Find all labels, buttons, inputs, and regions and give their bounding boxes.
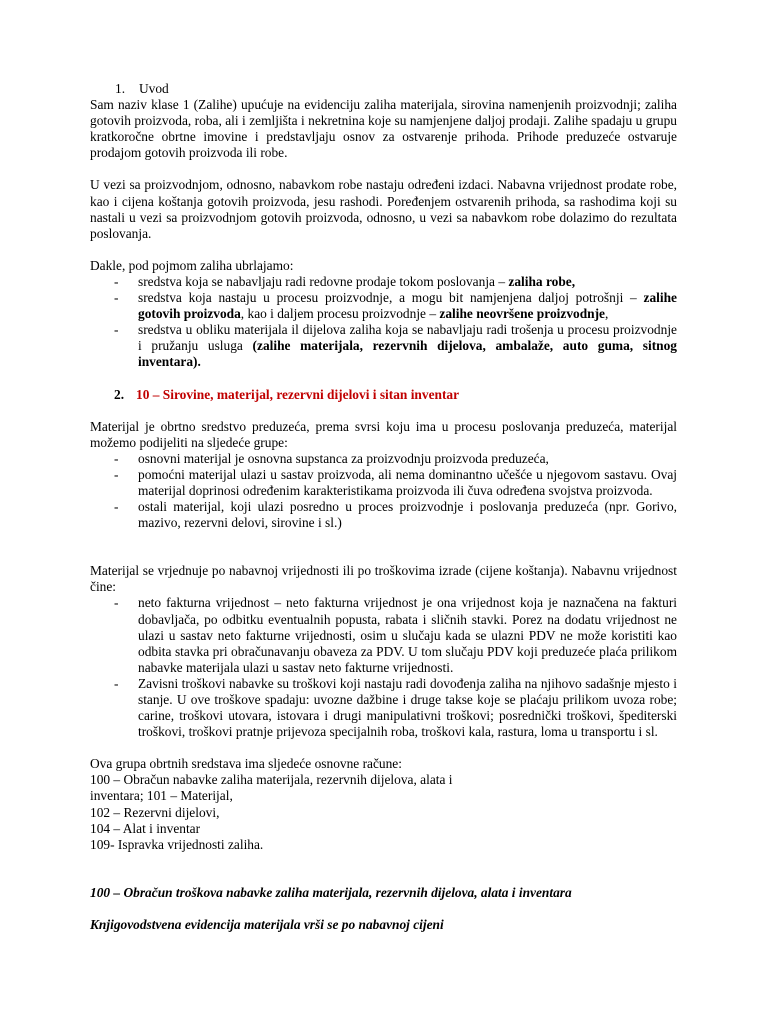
- account-line: 109- Ispravka vrijednosti zaliha.: [90, 836, 264, 852]
- intro-paragraph-1: Sam naziv klase 1 (Zalihe) upućuje na evidenciju zaliha materijala, sirovina namenjenih proizvodnji; zaliha gotovih proizvoda, roba, ali i zemljišta i nekretnina koje su namjenjene daljoj prodaji. Zalihe spadaju u grupu kratkoročne obrtne imovine i predstavljaju osnov za ostvarenje prihoda. Prihode preduzeće ostvaruje prodajom gotovih proizvoda ili robe.: [90, 97, 677, 161]
- inventory-type-list: [90, 274, 677, 371]
- list-item: - pomoćni materijal ulazi u sastav proizvoda, ali nema dominantno učešće u njegovom sastavu. Ovaj materijal doprinosi određenim karakteristikama proizvoda ili čuva određena svojstva proizvoda.: [90, 467, 677, 499]
- list-item: - neto fakturna vrijednost – neto fakturna vrijednost je ona vrijednost koja je naznačena na fakturi dobavljača, po odbitku eventualnih popusta, rabata i sličnih stavki. Porez na dodatu vrijednost ne ulazi u sastav neto fakturne vrijednosti, osim u slučaju kada se ulazni PDV ne može koristiti kao odbita stavka pri obračunavanju obaveza za PDV. U tom slučaju PDV koji preduzeće plaća prilikom nabavke materijala ulazi u sastav neto fakturne vrijednosti.: [90, 595, 677, 675]
- list-item: - sredstva koja nastaju u procesu proizvodnje, a mogu bit namjenjena daljoj potrošnji – zalihe gotovih proizvoda, kao i daljem procesu proizvodnje – zalihe neovršene proizvodnje,: [90, 290, 677, 322]
- valuation-paragraph: Materijal se vrjednuje po nabavnoj vrijednosti ili po troškovima izrade (cijene koštanja). Nabavnu vrijednost čine:: [90, 563, 677, 595]
- list-item: - Zavisni troškovi nabavke su troškovi koji nastaju radi dovođenja zaliha na njihovo sadašnje mjesto i stanje. U ove troškove spadaju: uvozne dažbine i druge takse koje se plaćaju prilikom uvoza robe; carine, troškovi utovara, istovara i drugi manipulativni troškovi; posrednički troškovi, špediterski troškovi, troškovi pratnje prijevoza specijalnih roba, troškovi kala, rastura, loma u transportu i sl.: [90, 676, 677, 740]
- list-item: - sredstva u obliku materijala il dijelova zaliha koja se nabavljaju radi trošenja u procesu proizvodnje i pružanju usluga (zalihe materijala, rezervnih dijelova, ambalaže, auto guma, sitnog inventara).: [90, 322, 677, 370]
- closing-statement: Knjigovodstvena evidencija materijala vrši se po nabavnoj cijeni: [90, 916, 444, 932]
- list-item: - sredstva koja se nabavljaju radi redovne prodaje tokom poslovanja – zaliha robe,: [90, 274, 677, 290]
- purchase-value-list: [90, 595, 677, 740]
- material-paragraph: Materijal je obrtno sredstvo preduzeća, prema svrsi koju ima u procesu poslovanja preduzeća, materijal možemo podijeliti na sljedeće grupe:: [90, 418, 677, 450]
- list-item: - ostali materijal, koji ulazi posredno u proces proizvodnje i poslovanja preduzeća (npr. Gorivo, mazivo, rezervni delovi, sirovine i sl.): [90, 499, 677, 531]
- account-line: 100 – Obračun nabavke zaliha materijala, rezervnih dijelova, alata i: [90, 772, 453, 788]
- account-line: inventara; 101 – Materijal,: [90, 788, 233, 804]
- intro-heading: [90, 81, 677, 97]
- section-2-number: 2.: [114, 386, 125, 402]
- account-100-heading: 100 – Obračun troškova nabavke zaliha materijala, rezervnih dijelova, alata i inventara: [90, 884, 572, 900]
- accounts-intro: Ova grupa obrtnih sredstava ima sljedeće osnovne račune:: [90, 756, 402, 772]
- account-line: 104 – Alat i inventar: [90, 820, 201, 836]
- section-2-title: 10 – Sirovine, materijal, rezervni dijelovi i sitan inventar: [136, 386, 460, 402]
- section-2-heading: [90, 387, 677, 403]
- intro-paragraph-2: U vezi sa proizvodnjom, odnosno, nabavkom robe nastaju određeni izdaci. Nabavna vrijednost prodate robe, kao i cijena koštanja gotovih proizvoda, jesu rashodi. Poređenjem ostvarenih prihoda, sa rashodima koji su nastali u vezi sa proizvodnjom gotovih proizvoda, odnosno, u vezi sa nabavkom robe dolazimo do rezultata poslovanja.: [90, 177, 677, 241]
- account-line: 102 – Rezervni dijelovi,: [90, 804, 220, 820]
- list-item: - osnovni materijal je osnovna supstanca za proizvodnju proizvoda preduzeća,: [90, 451, 677, 467]
- intro-number: 1.: [115, 81, 126, 96]
- intro-title: Uvod: [139, 81, 169, 96]
- material-group-list: [90, 451, 677, 531]
- intro-paragraph-3: Dakle, pod pojmom zaliha ubrlajamo:: [90, 257, 294, 273]
